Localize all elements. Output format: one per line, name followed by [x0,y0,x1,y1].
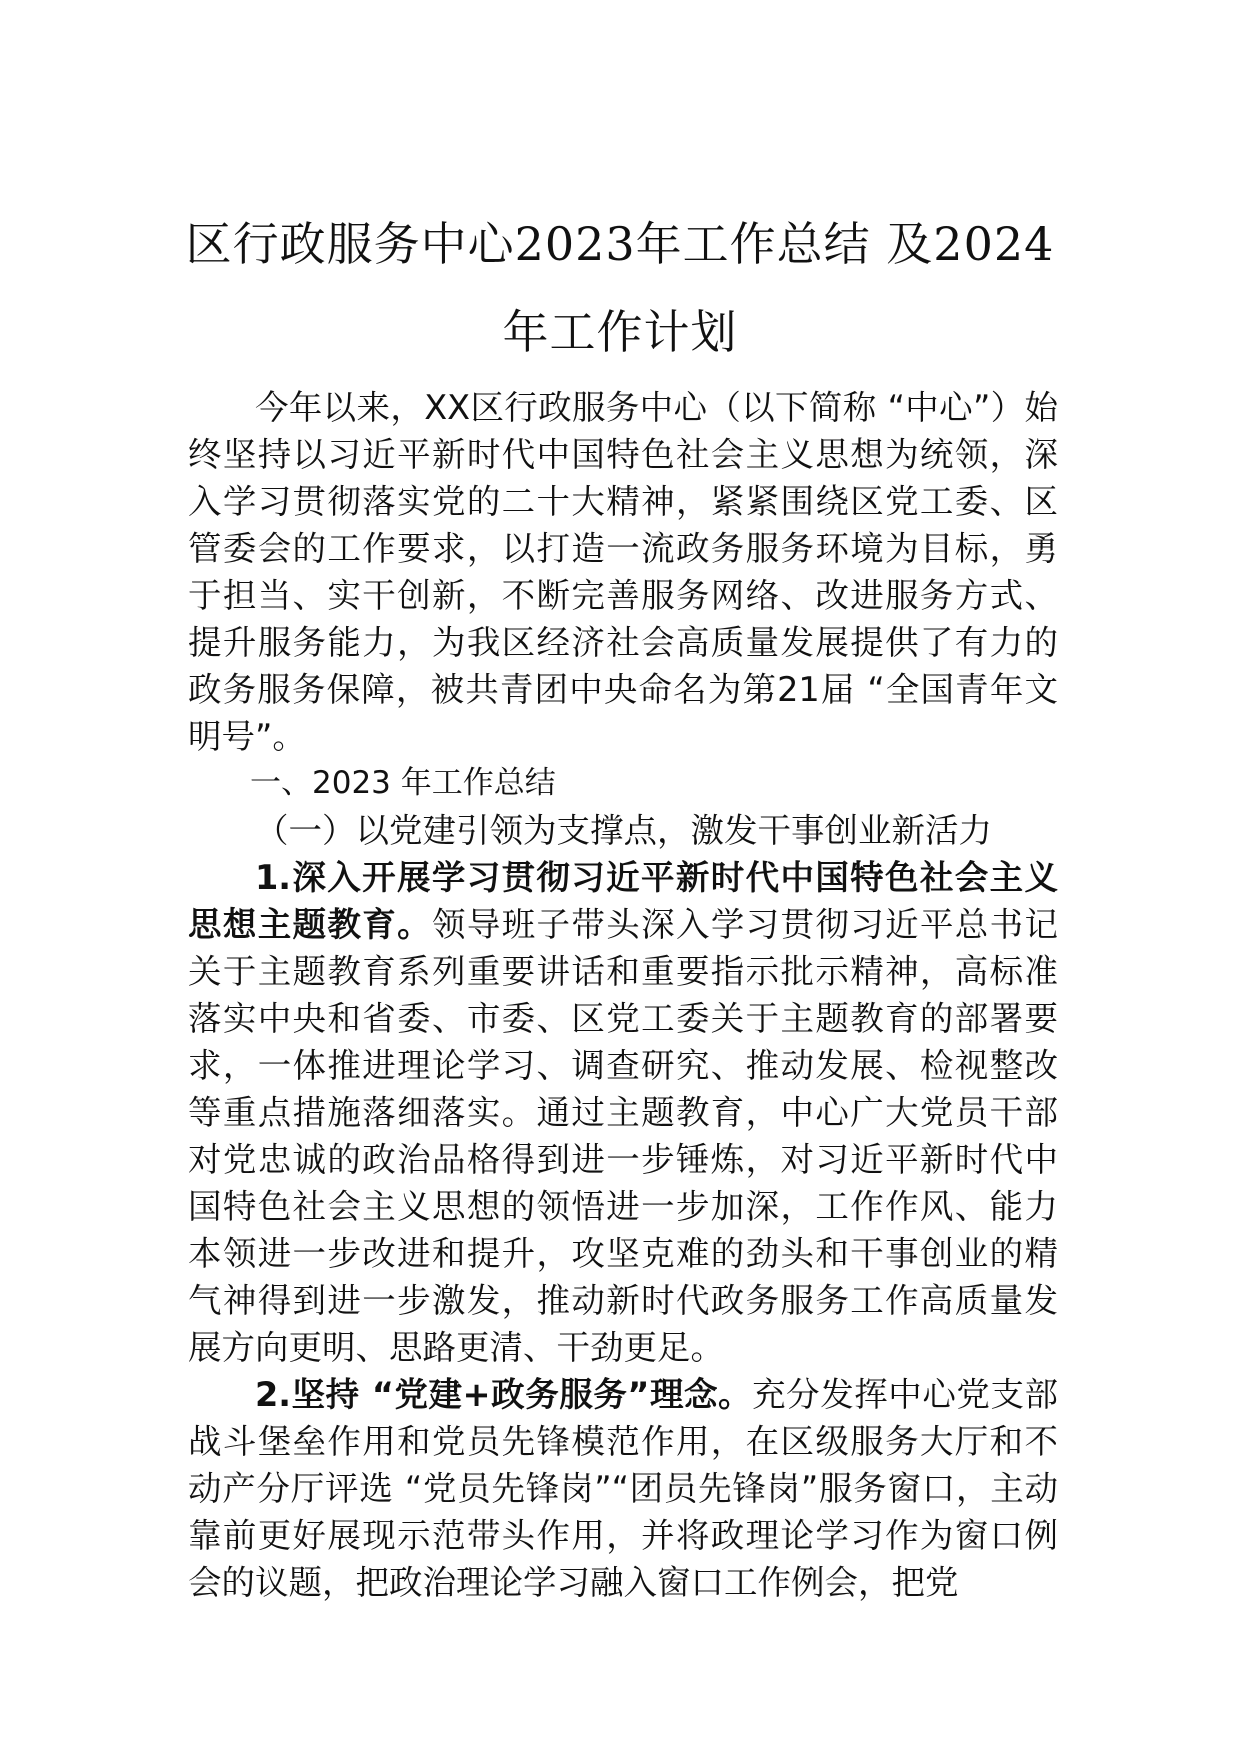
item-2-bold-lead: 2.坚持 “党建+政务服务”理念。 [255,1375,753,1414]
item-2-paragraph [188,1371,1058,1606]
document-body [188,384,1058,1606]
item-1-text: 领导班子带头深入学习贯彻习近平总书记关于主题教育系列重要讲话和重要指示批示精神，高标准落实中央和省委、市委、区党工委关于主题教育的部署要求，一体推进理论学习、调查研究、推动发展、检视整改等重点措施落细落实。通过主题教育，中心广大党员干部对党忠诚的政治品格得到进一步锤炼，对习近平新时代中国特色社会主义思想的领悟进一步加深，工作作风、能力本领进一步改进和提升，攻坚克难的劲头和干事创业的精气神得到进一步激发，推动新时代政务服务工作高质量发展方向更明、思路更清、干劲更足。 [188,905,1059,1367]
item-2-text: 充分发挥中心党支部战斗堡垒作用和党员先锋模范作用，在区级服务大厅和不动产分厅评选 “党员先锋岗”“团员先锋岗”服务窗口，主动靠前更好展现示范带头作用，并将政理论学习作为窗口例会的议题，把政治理论学习融入窗口工作例会，把党 [188,1375,1058,1602]
subsection-heading-1: （一）以党建引领为支撑点，激发干事创业新活力 [255,811,992,850]
item-1-paragraph [188,854,1058,1371]
section-heading-1: 一、2023 年工作总结 [250,765,556,801]
item-1-bold-lead: 1.深入开展学习贯彻习近平新时代中国特色社会主义思想主题教育。 [188,858,1058,944]
document-title-line2: 年工作计划 [502,305,738,359]
intro-paragraph: 今年以来，XX区行政服务中心（以下简称 “中心”）始终坚持以习近平新时代中国特色社会主义思想为统领，深入学习贯彻落实党的二十大精神，紧紧围绕区党工委、区管委会的工作要求，以打造一流政务服务环境为目标，勇于担当、实干创新，不断完善服务网络、改进服务方式、提升服务能力，为我区经济社会高质量发展提供了有力的政务服务保障，被共青团中央命名为第21届 “全国青年文明号”。 [188,388,1058,756]
document-title-line1: 区行政服务中心2023年工作总结 及2024 [185,217,1055,271]
